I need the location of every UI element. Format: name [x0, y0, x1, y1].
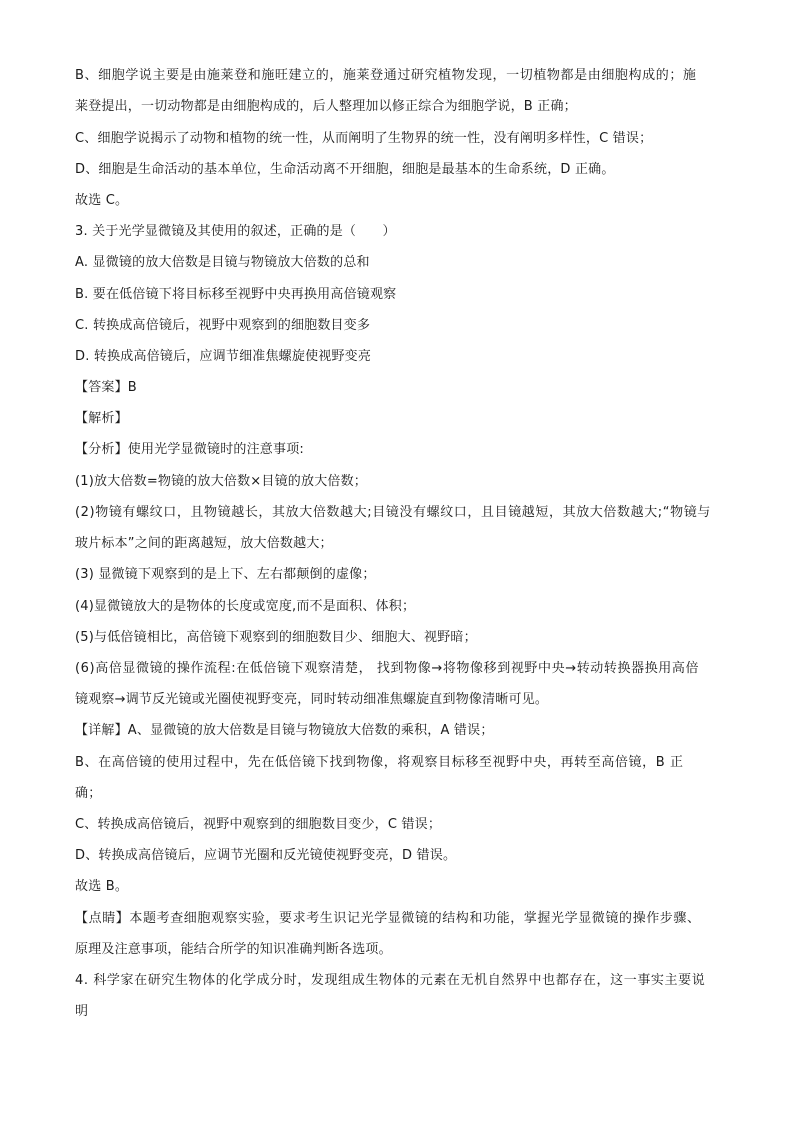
- text-line: 镜观察→调节反光镜或光圈使视野变亮，同时转动细准焦螺旋直到物像清晰可见。: [75, 692, 549, 707]
- text-line: (2)物镜有螺纹口，且物镜越长，其放大倍数越大;目镜没有螺纹口，且目镜越短，其放大倍数越大;“物镜与: [75, 505, 711, 520]
- text-line: 故选 C。: [75, 193, 129, 208]
- option-c: C. 转换成高倍镜后，视野中观察到的细胞数目变多: [75, 318, 371, 333]
- question-title: 3. 关于光学显微镜及其使用的叙述，正确的是（ ）: [75, 224, 396, 239]
- text-line: (3) 显微镜下观察到的是上下、左右都颠倒的虚像；: [75, 567, 376, 582]
- text-line: C、细胞学说揭示了动物和植物的统一性，从而阐明了生物界的统一性，没有阐明多样性，C 错误；: [75, 131, 653, 146]
- option-b: B. 要在低倍镜下将目标移至视野中央再换用高倍镜观察: [75, 287, 397, 302]
- text-line: D、转换成高倍镜后，应调节光圈和反光镜使视野变亮，D 错误。: [75, 848, 457, 863]
- answer-label: 【答案】B: [75, 380, 137, 395]
- text-line: (4)显微镜放大的是物体的长度或宽度,而不是面积、体积；: [75, 599, 416, 614]
- text-line: (6)高倍显微镜的操作流程:在低倍镜下观察清楚， 找到物像→将物像移到视野中央→转动转换器换用高倍: [75, 661, 700, 676]
- text-line: (1)放大倍数=物镜的放大倍数×目镜的放大倍数；: [75, 474, 367, 489]
- text-line: C、转换成高倍镜后，视野中观察到的细胞数目变少，C 错误；: [75, 817, 442, 832]
- text-line: B、在高倍镜的使用过程中，先在低倍镜下找到物像，将观察目标移至视野中央，再转至高倍镜，B 正: [75, 755, 684, 770]
- text-line: B、细胞学说主要是由施莱登和施旺建立的，施莱登通过研究植物发现，一切植物都是由细胞构成的；施: [75, 68, 697, 83]
- text-line: 确；: [75, 786, 102, 801]
- text-line: 【点睛】本题考查细胞观察实验，要求考生识记光学显微镜的结构和功能，掌握光学显微镜的操作步骤、: [75, 911, 701, 926]
- text-line: 故选 B。: [75, 879, 129, 894]
- text-line: (5)与低倍镜相比，高倍镜下观察到的细胞数目少、细胞大、视野暗；: [75, 630, 477, 645]
- option-a: A. 显微镜的放大倍数是目镜与物镜放大倍数的总和: [75, 255, 370, 270]
- option-d: D. 转换成高倍镜后，应调节细准焦螺旋使视野变亮: [75, 349, 372, 364]
- text-line: 【分析】使用光学显微镜时的注意事项:: [75, 442, 304, 457]
- analysis-label: 【解析】: [75, 411, 128, 426]
- text-line: 玻片标本”之间的距离越短，放大倍数越大；: [75, 536, 333, 551]
- text-line: D、细胞是生命活动的基本单位，生命活动离不开细胞，细胞是最基本的生命系统，D 正确。: [75, 162, 615, 177]
- text-line: 原理及注意事项，能结合所学的知识准确判断各选项。: [75, 942, 392, 957]
- text-line: 明: [75, 1004, 89, 1019]
- text-line: 【详解】A、显微镜的放大倍数是目镜与物镜放大倍数的乘积，A 错误；: [75, 723, 494, 738]
- text-line: 莱登提出，一切动物都是由细胞构成的，后人整理加以修正综合为细胞学说，B 正确；: [75, 99, 577, 114]
- question-title: 4. 科学家在研究生物体的化学成分时，发现组成生物体的元素在无机自然界中也都存在，这一事实主要说: [75, 973, 706, 988]
